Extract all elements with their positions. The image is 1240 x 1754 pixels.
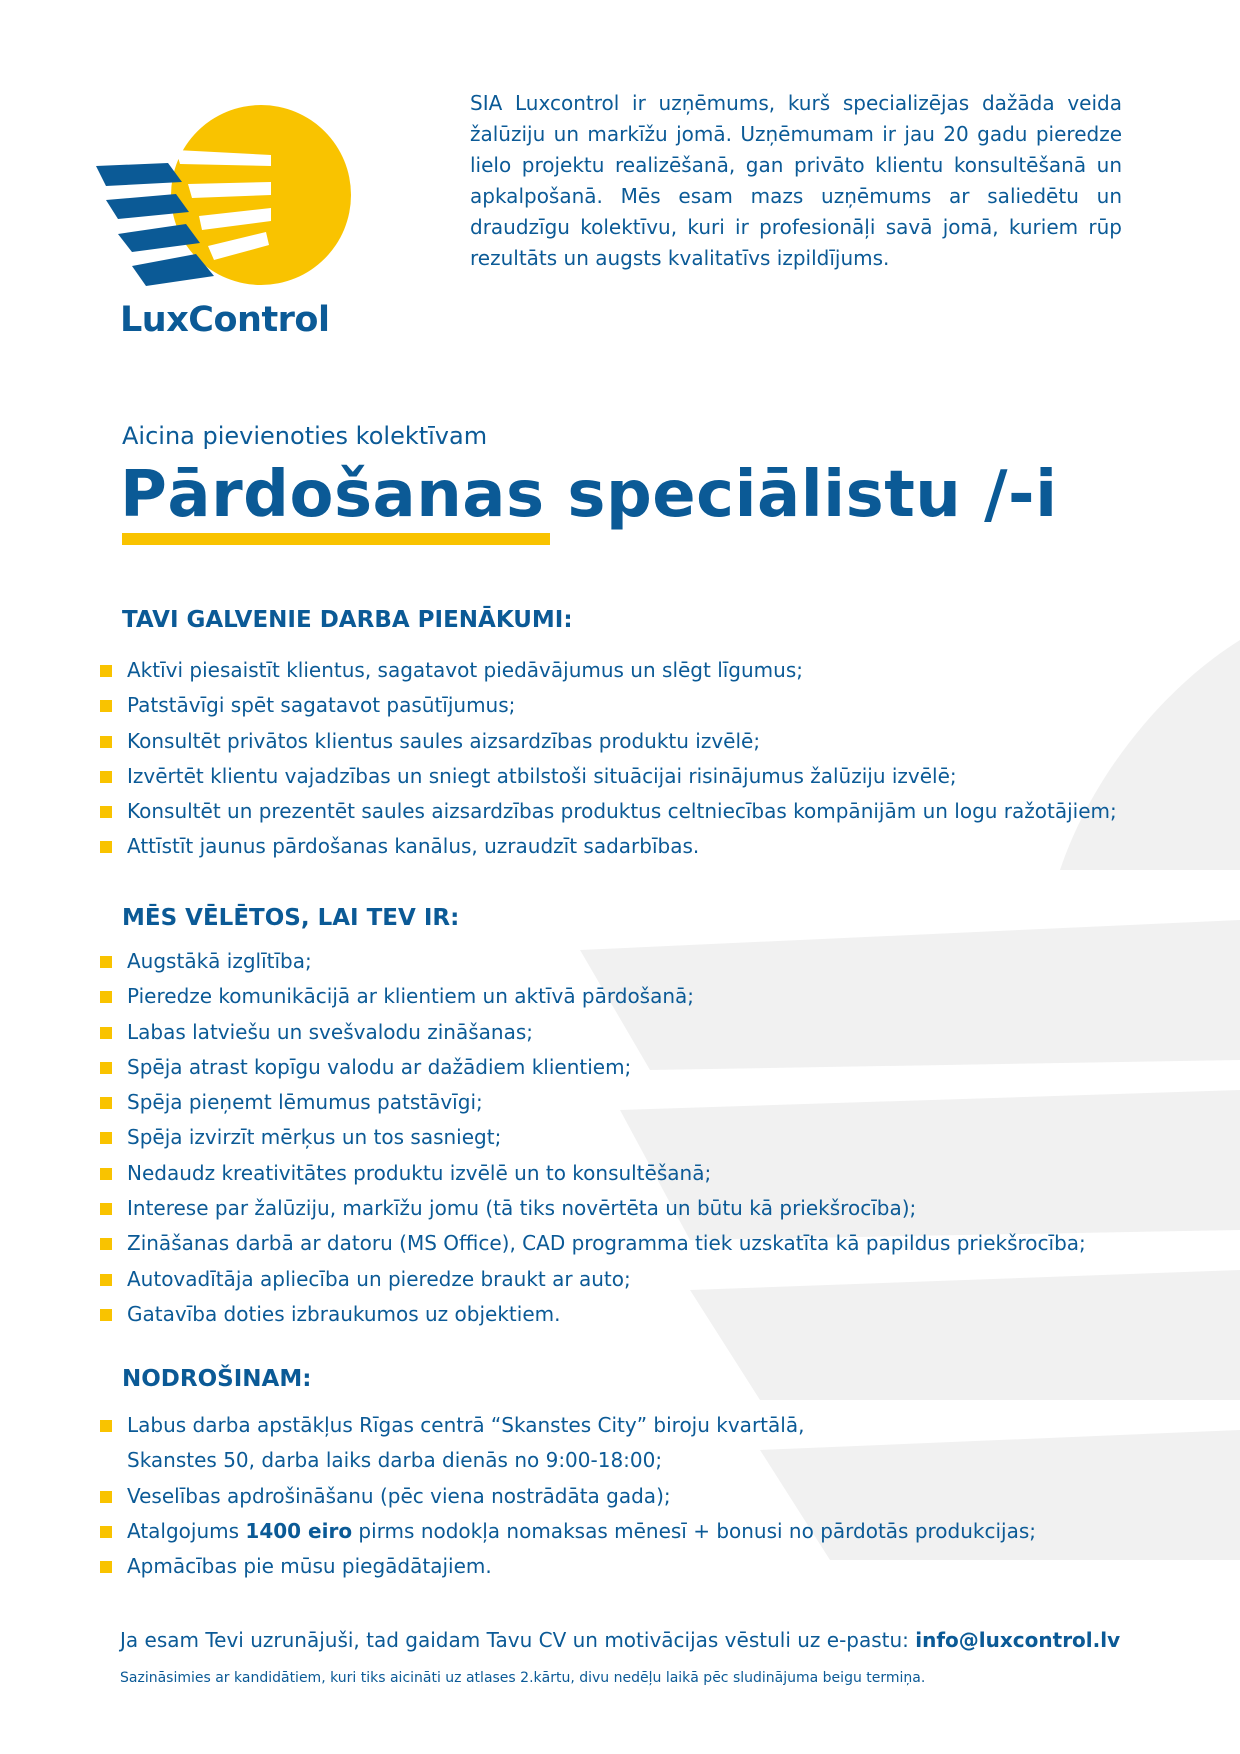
square-bullet-icon [100, 1203, 112, 1215]
requirements-list [100, 944, 1086, 1332]
list-item: Augstākā izglītība; [100, 944, 1086, 979]
list-item: Patstāvīgi spēt sagatavot pasūtījumus; [100, 688, 1117, 723]
square-bullet-icon [100, 1168, 112, 1180]
square-bullet-icon [100, 841, 112, 853]
intro-paragraph: SIA Luxcontrol ir uzņēmums, kurš specializējas dažāda veida žalūziju un markīžu jomā. Uzņēmumam ir jau 20 gadu pieredze lielo projektu realizēšanā, gan privāto klientu konsultēšanā un apkalpošanā. Mēs esam mazs uzņēmums ar saliedētu un draudzīgu kolektīvu, kuri ir profesionāļi savā jomā, kuriem rūp rezultāts un augsts kvalitatīvs izpildījums. [470, 91, 1122, 270]
square-bullet-icon [100, 1309, 112, 1321]
closing-line: Ja esam Tevi uzrunājuši, tad gaidam Tavu CV un motivācijas vēstuli uz e-pastu: info@luxcontrol.lv [120, 1628, 1121, 1652]
list-item: Pieredze komunikācijā ar klientiem un aktīvā pārdošanā; [100, 979, 1086, 1014]
requirements-section-title: MĒS VĒLĒTOS, LAI TEV IR: [122, 905, 460, 931]
list-item: Spēja izvirzīt mērķus un tos sasniegt; [100, 1120, 1086, 1155]
square-bullet-icon [100, 1238, 112, 1250]
square-bullet-icon [100, 665, 112, 677]
list-item: Attīstīt jaunus pārdošanas kanālus, uzraudzīt sadarbības. [100, 829, 1117, 864]
square-bullet-icon [100, 700, 112, 712]
list-item: Zināšanas darbā ar datoru (MS Office), CAD programma tiek uzskatīta kā papildus priekšrocība; [100, 1226, 1086, 1261]
square-bullet-icon [100, 736, 112, 748]
square-bullet-icon [100, 1561, 112, 1573]
square-bullet-icon [100, 1420, 112, 1432]
list-item: Interese par žalūziju, markīžu jomu (tā tiks novērtēta un būtu kā priekšrocība); [100, 1191, 1086, 1226]
square-bullet-icon [100, 1491, 112, 1503]
brand-wordmark: LuxControl [120, 300, 330, 340]
list-item: Labas latviešu un svešvalodu zināšanas; [100, 1015, 1086, 1050]
square-bullet-icon [100, 1274, 112, 1286]
square-bullet-icon [100, 991, 112, 1003]
list-item: Veselības apdrošināšanu (pēc viena nostrādāta gada); [100, 1479, 1036, 1514]
square-bullet-icon [100, 1132, 112, 1144]
list-item: Autovadītāja apliecība un pieredze braukt ar auto; [100, 1262, 1086, 1297]
list-item: Spēja atrast kopīgu valodu ar dažādiem klientiem; [100, 1050, 1086, 1085]
list-item: Konsultēt un prezentēt saules aizsardzības produktus celtniecības kompānijām un logu ražotājiem; [100, 794, 1117, 829]
list-item: Gatavība doties izbraukumos uz objektiem. [100, 1297, 1086, 1332]
kicker-text: Aicina pievienoties kolektīvam [122, 422, 488, 450]
list-item: Izvērtēt klientu vajadzības un sniegt atbilstoši situācijai risinājumus žalūziju izvēlē; [100, 759, 1117, 794]
list-item: Labus darba apstākļus Rīgas centrā “Skanstes City” biroju kvartālā, Skanstes 50, darba laiks darba dienās no 9:00-18:00; [100, 1408, 1036, 1479]
square-bullet-icon [100, 806, 112, 818]
list-item: Aktīvi piesaistīt klientus, sagatavot piedāvājumus un slēgt līgumus; [100, 653, 1117, 688]
square-bullet-icon [100, 1027, 112, 1039]
square-bullet-icon [100, 956, 112, 968]
list-item: Konsultēt privātos klientus saules aizsardzības produktu izvēlē; [100, 724, 1117, 759]
list-item: Apmācības pie mūsu piegādātajiem. [100, 1549, 1036, 1584]
headline-underline [122, 533, 550, 545]
offer-list [100, 1408, 1036, 1584]
square-bullet-icon [100, 771, 112, 783]
offer-section-title: NODROŠINAM: [122, 1366, 312, 1392]
job-title-headline: Pārdošanas speciālistu /-i [120, 458, 1058, 532]
square-bullet-icon [100, 1062, 112, 1074]
salary-amount: 1400 eiro [245, 1518, 353, 1543]
list-item: Spēja pieņemt lēmumus patstāvīgi; [100, 1085, 1086, 1120]
footnote: Sazināsimies ar kandidātiem, kuri tiks aicināti uz atlases 2.kārtu, divu nedēļu laikā pēc sludinājuma beigu termiņa. [120, 1670, 926, 1686]
contact-email-link[interactable]: info@luxcontrol.lv [915, 1628, 1121, 1652]
list-item: Atalgojums 1400 eiro pirms nodokļa nomaksas mēnesī + bonusi no pārdotās produkcijas; [100, 1514, 1036, 1549]
duties-list [100, 653, 1117, 865]
square-bullet-icon [100, 1097, 112, 1109]
square-bullet-icon [100, 1526, 112, 1538]
list-item: Nedaudz kreativitātes produktu izvēlē un to konsultēšanā; [100, 1156, 1086, 1191]
duties-section-title: TAVI GALVENIE DARBA PIENĀKUMI: [122, 607, 573, 633]
